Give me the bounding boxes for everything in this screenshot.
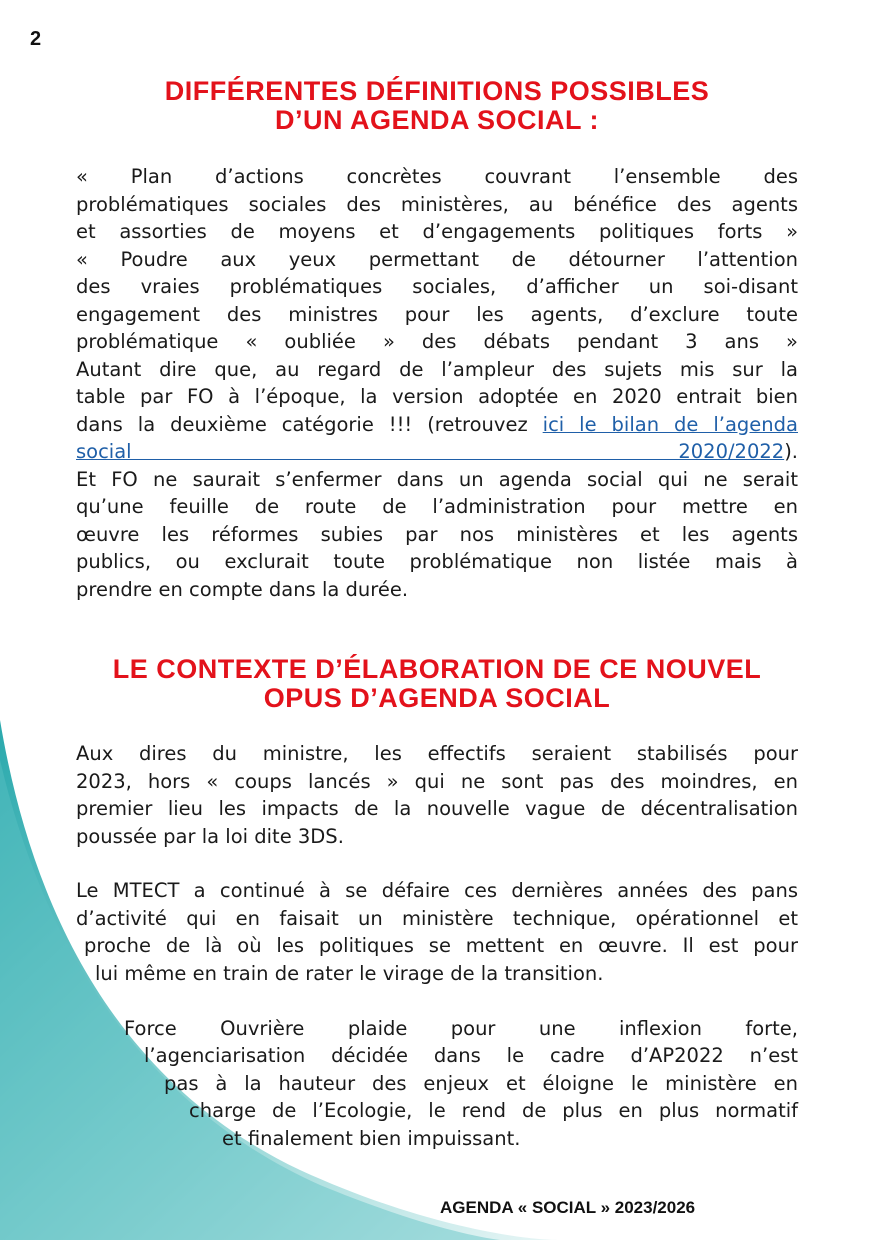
text-line: proche de là où les politiques se mettent en œuvre. Il est pour xyxy=(84,934,798,957)
text-line: publics, ou exclurait toute problématique non listée mais à xyxy=(76,550,798,573)
text-line: et finalement bien impuissant. xyxy=(222,1127,521,1150)
title-line: OPUS D’AGENDA SOCIAL xyxy=(263,683,611,713)
text-line: « Plan d’actions concrètes couvrant l’ensemble des xyxy=(76,165,798,188)
text-line: lui même en train de rater le virage de la transition. xyxy=(95,961,604,985)
text-line: table par FO à l’époque, la version adoptée en 2020 entrait bien xyxy=(76,385,798,408)
text-fragment: dans la deuxième catégorie !!! (retrouvez xyxy=(76,412,543,436)
page-number: 2 xyxy=(30,28,42,50)
text-line: premier lieu les impacts de la nouvelle vague de décentralisation xyxy=(76,797,798,820)
footer-title: AGENDA « SOCIAL » 2023/2026 xyxy=(440,1198,696,1217)
text-line: qu’une feuille de route de l’administration pour mettre en xyxy=(76,495,798,518)
text-line: Force Ouvrière plaide pour une inflexion forte, xyxy=(124,1017,798,1040)
text-line: œuvre les réformes subies par nos ministères et les agents xyxy=(76,522,798,546)
text-line: Autant dire que, au regard de l’ampleur des sujets mis sur la xyxy=(76,357,798,381)
context-paragraph-2 xyxy=(76,877,798,987)
text-line: prendre en compte dans la durée. xyxy=(76,577,409,601)
title-line: DIFFÉRENTES DÉFINITIONS POSSIBLES xyxy=(164,76,710,106)
text-line-with-link xyxy=(76,413,798,436)
text-line: 2023, hors « coups lancés » qui ne sont pas des moindres, en xyxy=(76,769,798,793)
bilan-agenda-link-part1[interactable]: ici le bilan de l’agenda xyxy=(542,412,798,436)
text-line: Aux dires du ministre, les effectifs seraient stabilisés pour xyxy=(76,742,798,765)
section-title-definitions xyxy=(76,77,798,135)
title-line: LE CONTEXTE D’ÉLABORATION DE CE NOUVEL xyxy=(112,654,762,684)
bilan-agenda-link-part2[interactable]: social 2020/2022 xyxy=(76,440,785,463)
text-line: pas à la hauteur des enjeux et éloigne le ministère en xyxy=(164,1072,798,1095)
text-line: problématiques sociales des ministères, au bénéfice des agents xyxy=(76,192,798,216)
text-line: l’agenciarisation décidée dans le cadre d’AP2022 n’est xyxy=(144,1044,798,1067)
text-line: problématique « oubliée » des débats pendant 3 ans » xyxy=(76,330,798,353)
text-line: charge de l’Ecologie, le rend de plus en plus normatif xyxy=(189,1099,798,1122)
text-line: d’activité qui en faisait un ministère technique, opérationnel et xyxy=(76,906,798,930)
text-line: « Poudre aux yeux permettant de détourner l’attention xyxy=(76,247,798,271)
text-line: Et FO ne saurait s’enfermer dans un agenda social qui ne serait xyxy=(76,467,798,491)
text-line: poussée par la loi dite 3DS. xyxy=(76,824,344,848)
text-line: des vraies problématiques sociales, d’afficher un soi-disant xyxy=(76,275,798,298)
section-title-context xyxy=(76,655,798,713)
text-line-with-link xyxy=(76,440,798,463)
text-fragment: ). xyxy=(784,440,798,463)
context-paragraph-1 xyxy=(76,740,798,850)
text-line: et assorties de moyens et d’engagements politiques forts » xyxy=(76,220,798,243)
definitions-paragraph xyxy=(76,163,798,603)
text-line: engagement des ministres pour les agents, d’exclure toute xyxy=(76,302,798,326)
title-line: D’UN AGENDA SOCIAL : xyxy=(274,105,599,135)
text-line: Le MTECT a continué à se défaire ces dernières années des pans xyxy=(76,879,798,902)
